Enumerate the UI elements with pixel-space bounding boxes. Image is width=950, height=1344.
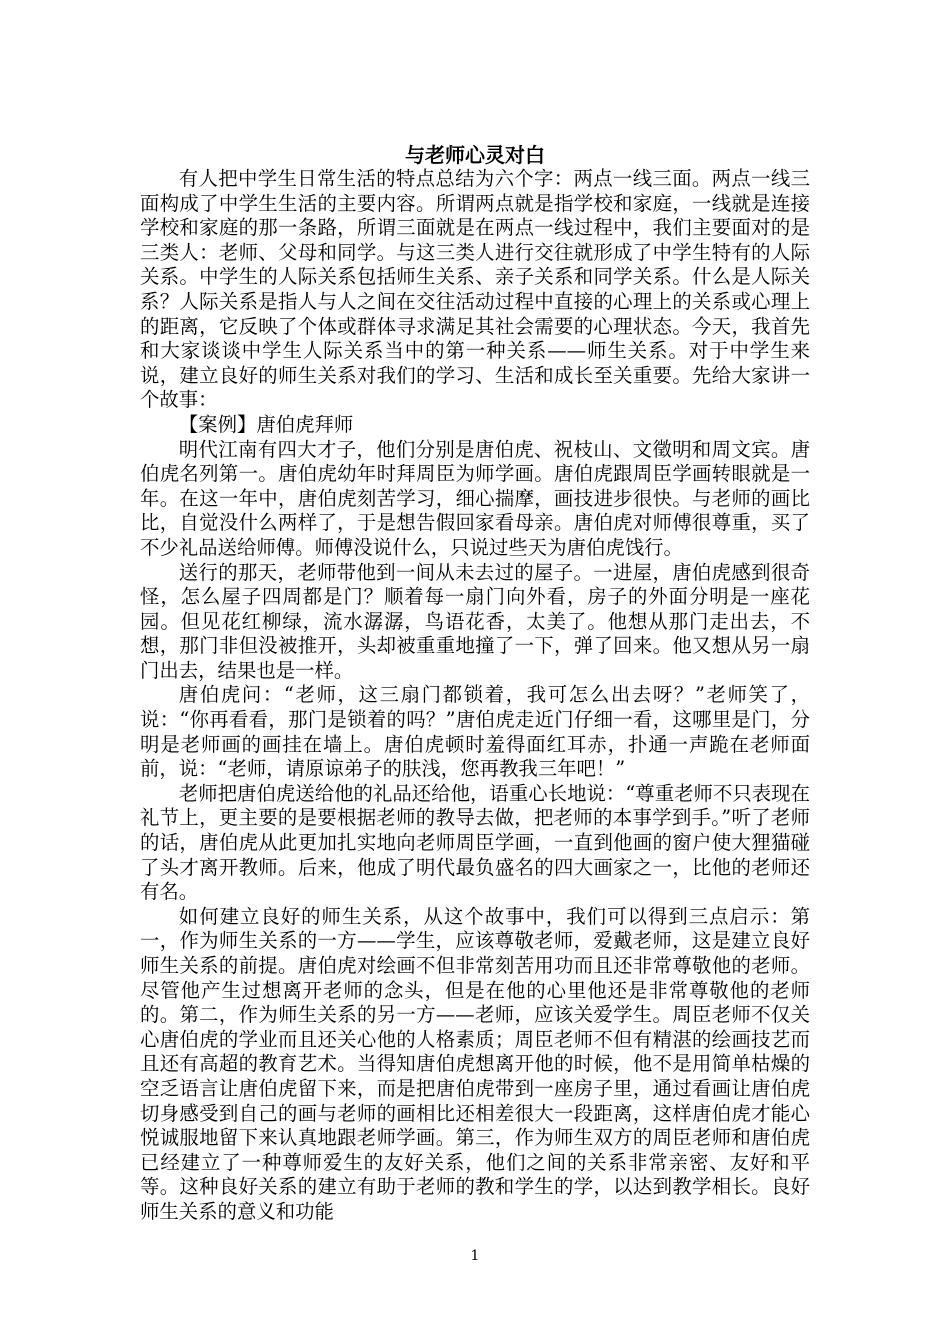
paragraph-story-4: 老师把唐伯虎送给他的礼品还给他，语重心长地说：“尊重老师不只表现在礼节上，更主要的是要根据老师的教导去做，把老师的本事学到手。”听了老师的话，唐伯虎从此更加扎实地向老师周臣学画，一直到他画的窗户使大狸猫碰了头才离开教师。后来，他成了明代最负盛名的四大画家之一，比他的老师还有名。 — [140, 781, 810, 904]
paragraph-story-2: 送行的那天，老师带他到一间从未去过的屋子。一进屋，唐伯虎感到很奇怪，怎么屋子四周都是门？顺着每一扇门向外看，房子的外面分明是一座花园。但见花红柳绿，流水潺潺，鸟语花香，太美了。他想从那门走出去，不想，那门非但没被推开，头却被重重地撞了一下，弹了回来。他又想从另一扇门出去，结果也是一样。 — [140, 560, 810, 682]
document-body — [140, 143, 810, 1225]
paragraph-intro: 有人把中学生日常生活的特点总结为六个字：两点一线三面。两点一线三面构成了中学生生活的主要内容。所谓两点就是指学校和家庭，一线就是连接学校和家庭的那一条路，所谓三面就是在两点一线过程中，我们主要面对的是三类人：老师、父母和同学。与这三类人进行交往就形成了中学生特有的人际关系。中学生的人际关系包括师生关系、亲子关系和同学关系。什么是人际关系？人际关系是指人与人之间在交往活动过程中直接的心理上的关系或心理上的距离，它反映了个体或群体寻求满足其社会需要的心理状态。今天，我首先和大家谈谈中学生人际关系当中的第一种关系——师生关系。对于中学生来说，建立良好的师生关系对我们的学习、生活和成长至关重要。先给大家讲一个故事： — [140, 167, 810, 412]
page-number: 1 — [470, 1248, 480, 1264]
paragraph-story-3: 唐伯虎问：“老师，这三扇门都锁着，我可怎么出去呀？”老师笑了，说：“你再看看，那门是锁着的吗？”唐伯虎走近门仔细一看，这哪里是门，分明是老师画的画挂在墙上。唐伯虎顿时羞得面红耳赤，扑通一声跪在老师面前，说：“老师，请原谅弟子的肤浅，您再教我三年吧！” — [140, 683, 810, 781]
case-heading: 【案例】唐伯虎拜师 — [178, 412, 354, 436]
paragraph-lessons: 如何建立良好的师生关系，从这个故事中，我们可以得到三点启示：第一，作为师生关系的一方——学生，应该尊敬老师，爱戴老师，这是建立良好师生关系的前提。唐伯虎对绘画不但非常刻苦用功而且还非常尊敬他的老师。尽管他产生过想离开老师的念头，但是在他的心里他还是非常尊敬他的老师的。第二，作为师生关系的另一方——老师，应该关爱学生。周臣老师不仅关心唐伯虎的学业而且还关心他的人格素质；周臣老师不但有精湛的绘画技艺而且还有高超的教育艺术。当得知唐伯虎想离开他的时候，他不是用简单枯燥的空乏语言让唐伯虎留下来，而是把唐伯虎带到一座房子里，通过看画让唐伯虎切身感受到自己的画与老师的画相比还相差很大一段距离，这样唐伯虎才能心悦诚服地留下来认真地跟老师学画。第三，作为师生双方的周臣老师和唐伯虎已经建立了一种尊师爱生的友好关系，他们之间的关系非常亲密、友好和平等。这种良好关系的建立有助于老师的教和学生的学，以达到教学相长。良好师生关系的意义和功能 — [140, 904, 810, 1223]
paragraph-story-1: 明代江南有四大才子，他们分别是唐伯虎、祝枝山、文徵明和周文宾。唐伯虎名列第一。唐伯虎幼年时拜周臣为师学画。唐伯虎跟周臣学画转眼就是一年。在这一年中，唐伯虎刻苦学习，细心揣摩，画技进步很快。与老师的画比比，自觉没什么两样了，于是想告假回家看母亲。唐伯虎对师傅很尊重，买了不少礼品送给师傅。师傅没说什么，只说过些天为唐伯虎饯行。 — [140, 437, 810, 559]
document-title: 与老师心灵对白 — [405, 143, 545, 167]
